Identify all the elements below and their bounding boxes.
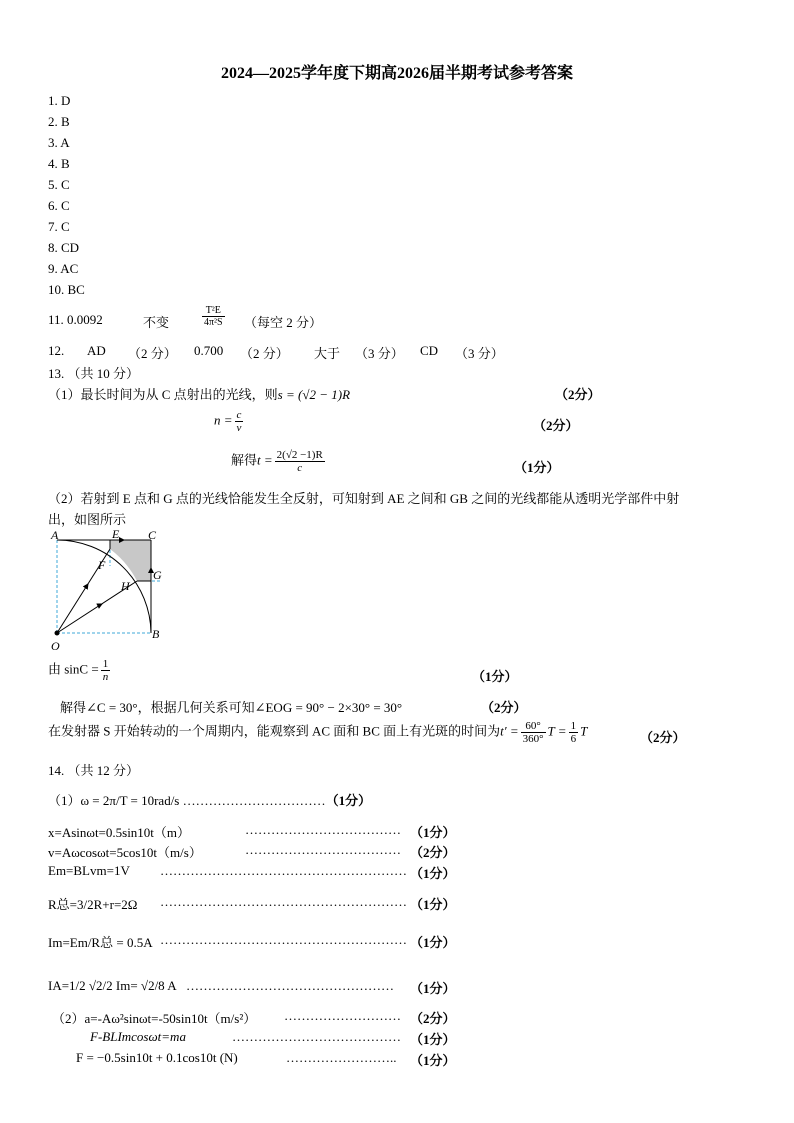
q14-line6-dots: …………………………………………………	[160, 932, 407, 947]
q12-points2: （2 分）	[240, 346, 289, 361]
q14-line7-points: （1分）	[410, 981, 456, 996]
q13-part1-text: （1）最长时间为从 C 点射出的光线，则s = (√2 − 1)R	[48, 387, 351, 402]
q14-line9: F-BLImcosωt=ma	[90, 1029, 186, 1044]
q12-num: 12.	[48, 343, 65, 358]
label-c: C	[148, 528, 157, 542]
answer-5: 5. C	[48, 177, 70, 192]
q13-sin-points: （1分）	[472, 669, 518, 684]
q14-line3-dots: ………………………………	[245, 842, 401, 857]
q11-note: （每空 2 分）	[244, 315, 323, 330]
q14-line3: v=Aωcosωt=5cos10t（m/s）	[48, 845, 202, 860]
q13-part2-line1: （2）若射到 E 点和 G 点的光线恰能发生全反射，可知射到 AE 之间和 GB 之间的光线都能从透明光学部件中射	[48, 491, 680, 506]
q12-answer4: CD	[420, 343, 439, 358]
answer-3: 3. A	[48, 135, 70, 150]
label-g: G	[153, 568, 162, 582]
q13-final-line: 在发射器 S 开始转动的一个周期内，能观察到 AC 面和 BC 面上有光斑的时间为t′ = $\frac{60^\circ}{360^\circ}$ T = $\frac{1}{6}$ T	[48, 720, 588, 745]
q14-line9-points: （1分）	[410, 1032, 456, 1047]
q14-line6: Im=Em/R总 = 0.5A	[48, 935, 153, 950]
q14-line10-dots: ……………………..	[286, 1050, 397, 1065]
q13-part1-points: （2分）	[555, 387, 601, 402]
q13-part2-line2: 出，如图所示	[48, 512, 127, 527]
ray-oh-arrow	[98, 604, 102, 606]
q14-line8: （2）a=-Aω²sinωt=-50sin10t（m/s²）	[52, 1011, 257, 1026]
q13-t-points: （1分）	[514, 460, 560, 475]
answer-7: 7. C	[48, 219, 70, 234]
q13-heading: 13. （共 10 分）	[48, 366, 140, 381]
q13-angle-points: （2分）	[481, 700, 527, 715]
label-e: E	[112, 527, 120, 541]
q14-line5: R总=3/2R+r=2Ω	[48, 897, 138, 912]
label-a: A	[51, 528, 59, 542]
q12-points1: （2 分）	[128, 346, 177, 361]
q14-line4: Em=BLvm=1V	[48, 863, 130, 878]
answer-8: 8. CD	[48, 240, 80, 255]
page-title: 2024—2025学年度下期高2026届半期考试参考答案	[220, 65, 573, 82]
q14-line8-dots: ………………………	[284, 1008, 401, 1023]
label-f: F	[98, 558, 106, 572]
q14-line1: （1）ω = 2π/T = 10rad/s ……………………………（1分）	[48, 793, 372, 808]
q13-t-formula: 解得t = $\frac{2(√2 -1)R}{c}$	[231, 449, 323, 474]
answer-9: 9. AC	[48, 261, 79, 276]
answer-4: 4. B	[48, 156, 70, 171]
q14-line2-points: （1分）	[410, 825, 456, 840]
q12-points3: （3 分）	[355, 346, 404, 361]
q13-final-points: （2分）	[640, 730, 686, 745]
q14-line5-points: （1分）	[410, 897, 456, 912]
q14-line6-points: （1分）	[410, 935, 456, 950]
q14-line10-points: （1分）	[410, 1053, 456, 1068]
answer-2: 2. B	[48, 114, 70, 129]
q14-line3-points: （2分）	[410, 845, 456, 860]
q13-sin-formula: 由 sinC = $\frac{1}{n}$	[48, 658, 109, 683]
q14-line2: x=Asinωt=0.5sin10t（m）	[48, 825, 191, 840]
label-h: H	[121, 579, 130, 593]
q12-answer1: AD	[87, 343, 106, 358]
q11-answer1: 11. 0.0092	[48, 312, 103, 327]
q12-points4: （3 分）	[455, 346, 504, 361]
q11-answer2: 不变	[143, 315, 170, 330]
q14-line5-dots: …………………………………………………	[160, 894, 407, 909]
q12-answer2: 0.700	[194, 343, 224, 358]
q14-line8-points: （2分）	[410, 1011, 456, 1026]
q14-line7: IA=1/2 √2/2 Im= √2/8 A	[48, 978, 177, 993]
q13-n-formula: n = $\frac{c}{v}$	[214, 409, 242, 434]
ray-of-arrow	[86, 584, 88, 587]
q14-heading: 14. （共 12 分）	[48, 763, 140, 778]
q14-line4-points: （1分）	[410, 866, 456, 881]
q13-n-points: （2分）	[533, 418, 579, 433]
answer-1: 1. D	[48, 93, 71, 108]
answer-10: 10. BC	[48, 282, 85, 297]
q14-line4-dots: …………………………………………………	[160, 863, 407, 878]
q14-line10: F = −0.5sin10t + 0.1cos10t (N)	[76, 1050, 238, 1065]
label-o: O	[51, 639, 60, 653]
q11-answer3: $\frac{\text{T²E}}{\text{4π²S}}$	[204, 305, 223, 328]
q14-line9-dots: …………………………………	[232, 1029, 401, 1044]
answer-6: 6. C	[48, 198, 70, 213]
q13-angle-text: 解得∠C = 30°，根据几何关系可知∠EOG = 90° − 2×30° = 30°	[60, 700, 403, 715]
q14-line2-dots: ………………………………	[245, 822, 401, 837]
optics-figure	[46, 526, 166, 654]
point-o	[55, 631, 60, 636]
q12-answer3: 大于	[314, 346, 341, 361]
q14-line7-dots: …………………………………………	[186, 978, 394, 993]
label-b: B	[152, 627, 160, 641]
